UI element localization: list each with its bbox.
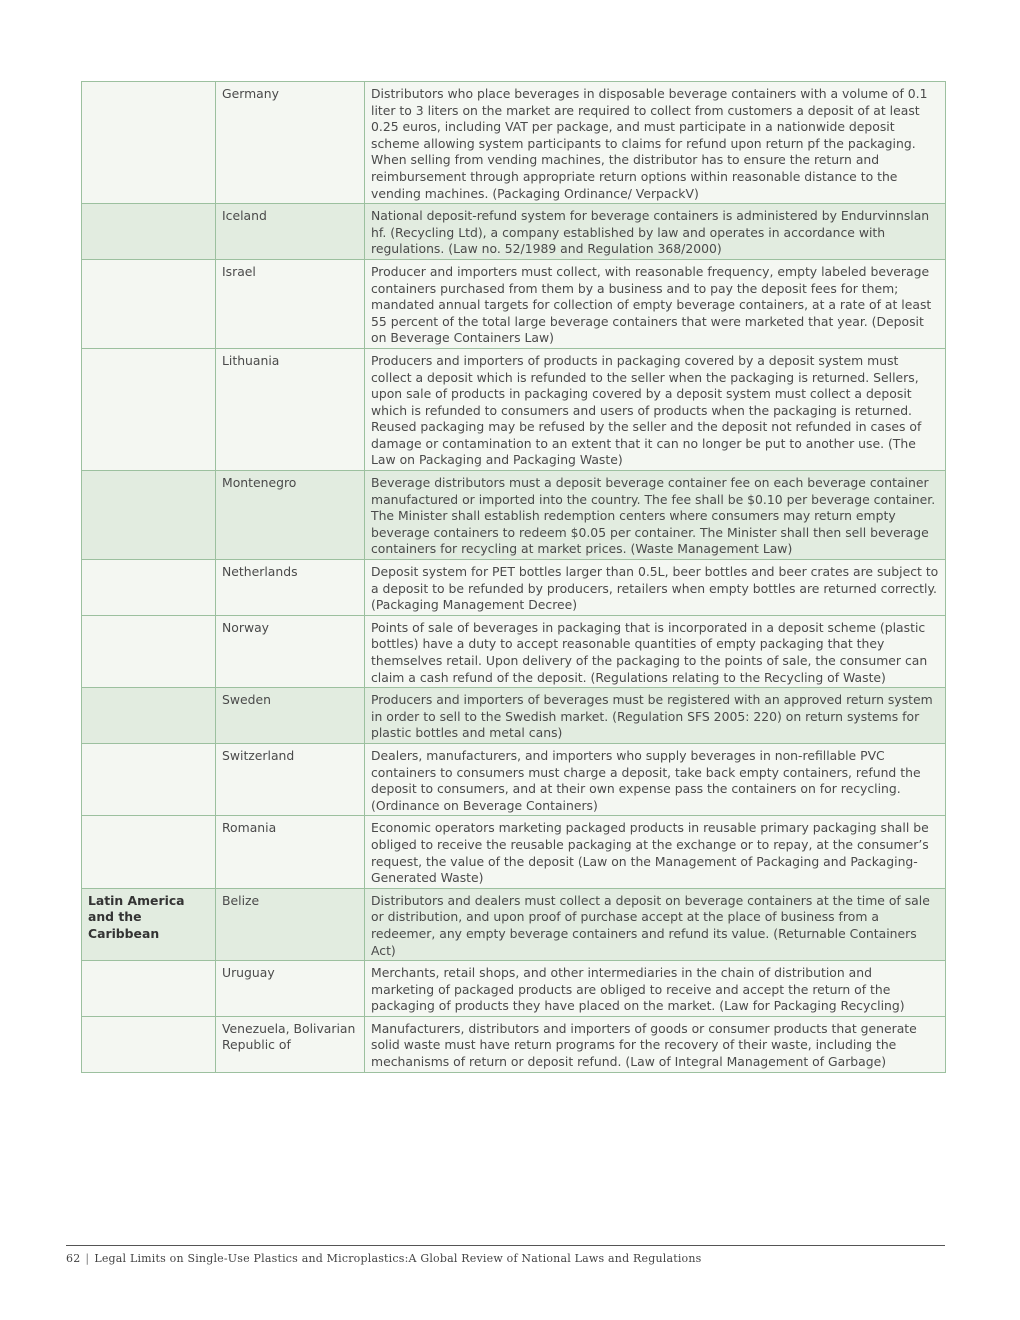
description-cell: Deposit system for PET bottles larger than 0.5L, beer bottles and beer crates are subject to a deposit to be refunded by producers, retailers when empty bottles are returned correctly. (Packaging Management Decree) bbox=[365, 560, 946, 616]
description-cell: Beverage distributors must a deposit beverage container fee on each beverage container manufactured or imported into the country. The fee shall be $0.10 per beverage container. The Minister shall establish redemption centers where consumers may return empty beverage containers to redeem $0.05 per container. The Minister shall then sell beverage containers for recycling at market prices. (Waste Management Law) bbox=[365, 471, 946, 560]
region-cell bbox=[82, 204, 216, 260]
country-cell: Switzerland bbox=[216, 743, 365, 815]
region-cell bbox=[82, 961, 216, 1017]
table-row bbox=[82, 688, 946, 744]
table-row bbox=[82, 743, 946, 815]
description-cell: National deposit-refund system for beverage containers is administered by Endurvinnslan hf. (Recycling Ltd), a company established by law and operates in accordance with regulations. (Law no. 52/1989 and Regulation 368/2000) bbox=[365, 204, 946, 260]
table-row bbox=[82, 615, 946, 687]
table-row bbox=[82, 259, 946, 348]
report-title: Legal Limits on Single-Use Plastics and Microplastics:A Global Review of National Laws and Regulations bbox=[94, 1252, 702, 1265]
country-cell: Sweden bbox=[216, 688, 365, 744]
region-cell bbox=[82, 82, 216, 204]
deposit-laws-table bbox=[81, 81, 946, 1073]
description-cell: Producer and importers must collect, with reasonable frequency, empty labeled beverage containers purchased from them by a business and to pay the deposit fees for them; mandated annual targets for collection of empty beverage containers, at a rate of at least 55 percent of the total large beverage containers that were marketed that year. (Deposit on Beverage Containers Law) bbox=[365, 259, 946, 348]
country-cell: Norway bbox=[216, 615, 365, 687]
table-row bbox=[82, 1016, 946, 1072]
description-cell: Dealers, manufacturers, and importers who supply beverages in non-refillable PVC containers to consumers must charge a deposit, take back empty containers, refund the deposit to consumers, and at their own expense pass the containers on for recycling. (Ordinance on Beverage Containers) bbox=[365, 743, 946, 815]
country-cell: Romania bbox=[216, 816, 365, 888]
region-cell bbox=[82, 1016, 216, 1072]
footer-separator: | bbox=[85, 1252, 90, 1265]
country-cell: Venezuela, Bolivarian Republic of bbox=[216, 1016, 365, 1072]
description-cell: Distributors who place beverages in disposable beverage containers with a volume of 0.1 liter to 3 liters on the market are required to collect from customers a deposit of at least 0.25 euros, including VAT per package, and must participate in a nationwide deposit scheme allowing system participants to claims for refund upon return pf the packaging. When selling from vending machines, the distributor has to ensure the return and reimbursement through appropriate return options within reasonable distance to the vending machines. (Packaging Ordinance/ VerpackV) bbox=[365, 82, 946, 204]
region-cell bbox=[82, 816, 216, 888]
table-row bbox=[82, 888, 946, 960]
description-cell: Producers and importers of beverages must be registered with an approved return system in order to sell to the Swedish market. (Regulation SFS 2005: 220) on return systems for plastic bottles and metal cans) bbox=[365, 688, 946, 744]
region-cell bbox=[82, 615, 216, 687]
country-cell: Lithuania bbox=[216, 348, 365, 470]
description-cell: Producers and importers of products in packaging covered by a deposit system must collect a deposit which is refunded to the seller when the packaging is returned. Sellers, upon sale of products in packaging covered by a deposit system must collect a deposit which is refunded to consumers and users of products when the packaging is returned. Reused packaging may be refused by the seller and the deposit not refunded in cases of damage or contamination to an extent that it can no longer be put to another use. (The Law on Packaging and Packaging Waste) bbox=[365, 348, 946, 470]
footer-divider bbox=[66, 1245, 945, 1246]
table-row bbox=[82, 961, 946, 1017]
description-cell: Points of sale of beverages in packaging that is incorporated in a deposit scheme (plastic bottles) have a duty to accept reasonable quantities of empty packaging that they themselves retail. Upon delivery of the packaging to the points of sale, the consumer can claim a cash refund of the deposit. (Regulations relating to the Recycling of Waste) bbox=[365, 615, 946, 687]
country-cell: Israel bbox=[216, 259, 365, 348]
country-cell: Germany bbox=[216, 82, 365, 204]
description-cell: Merchants, retail shops, and other intermediaries in the chain of distribution and marketing of packaged products are obliged to receive and accept the return of the packaging of products they have placed on the market. (Law for Packaging Recycling) bbox=[365, 961, 946, 1017]
page-number: 62 bbox=[66, 1252, 81, 1265]
table-row bbox=[82, 816, 946, 888]
region-cell bbox=[82, 688, 216, 744]
description-cell: Economic operators marketing packaged products in reusable primary packaging shall be obliged to receive the reusable packaging at the exchange or to repay, at the consumer’s request, the value of the deposit (Law on the Management of Packaging and Packaging-Generated Waste) bbox=[365, 816, 946, 888]
description-cell: Distributors and dealers must collect a deposit on beverage containers at the time of sale or distribution, and upon proof of purchase accept at the place of business from a redeemer, any empty beverage containers and refund its value. (Returnable Containers Act) bbox=[365, 888, 946, 960]
table-row bbox=[82, 560, 946, 616]
table-row bbox=[82, 82, 946, 204]
country-cell: Belize bbox=[216, 888, 365, 960]
region-cell bbox=[82, 743, 216, 815]
table-row bbox=[82, 348, 946, 470]
region-cell: Latin America and the Caribbean bbox=[82, 888, 216, 960]
country-cell: Uruguay bbox=[216, 961, 365, 1017]
region-cell bbox=[82, 471, 216, 560]
country-cell: Montenegro bbox=[216, 471, 365, 560]
country-cell: Iceland bbox=[216, 204, 365, 260]
table-row bbox=[82, 471, 946, 560]
region-cell bbox=[82, 259, 216, 348]
country-cell: Netherlands bbox=[216, 560, 365, 616]
description-cell: Manufacturers, distributors and importers of goods or consumer products that generate solid waste must have return programs for the recovery of their waste, including the mechanisms of return or deposit refund. (Law of Integral Management of Garbage) bbox=[365, 1016, 946, 1072]
table-row bbox=[82, 204, 946, 260]
region-cell bbox=[82, 560, 216, 616]
page-footer bbox=[66, 1252, 702, 1265]
region-cell bbox=[82, 348, 216, 470]
